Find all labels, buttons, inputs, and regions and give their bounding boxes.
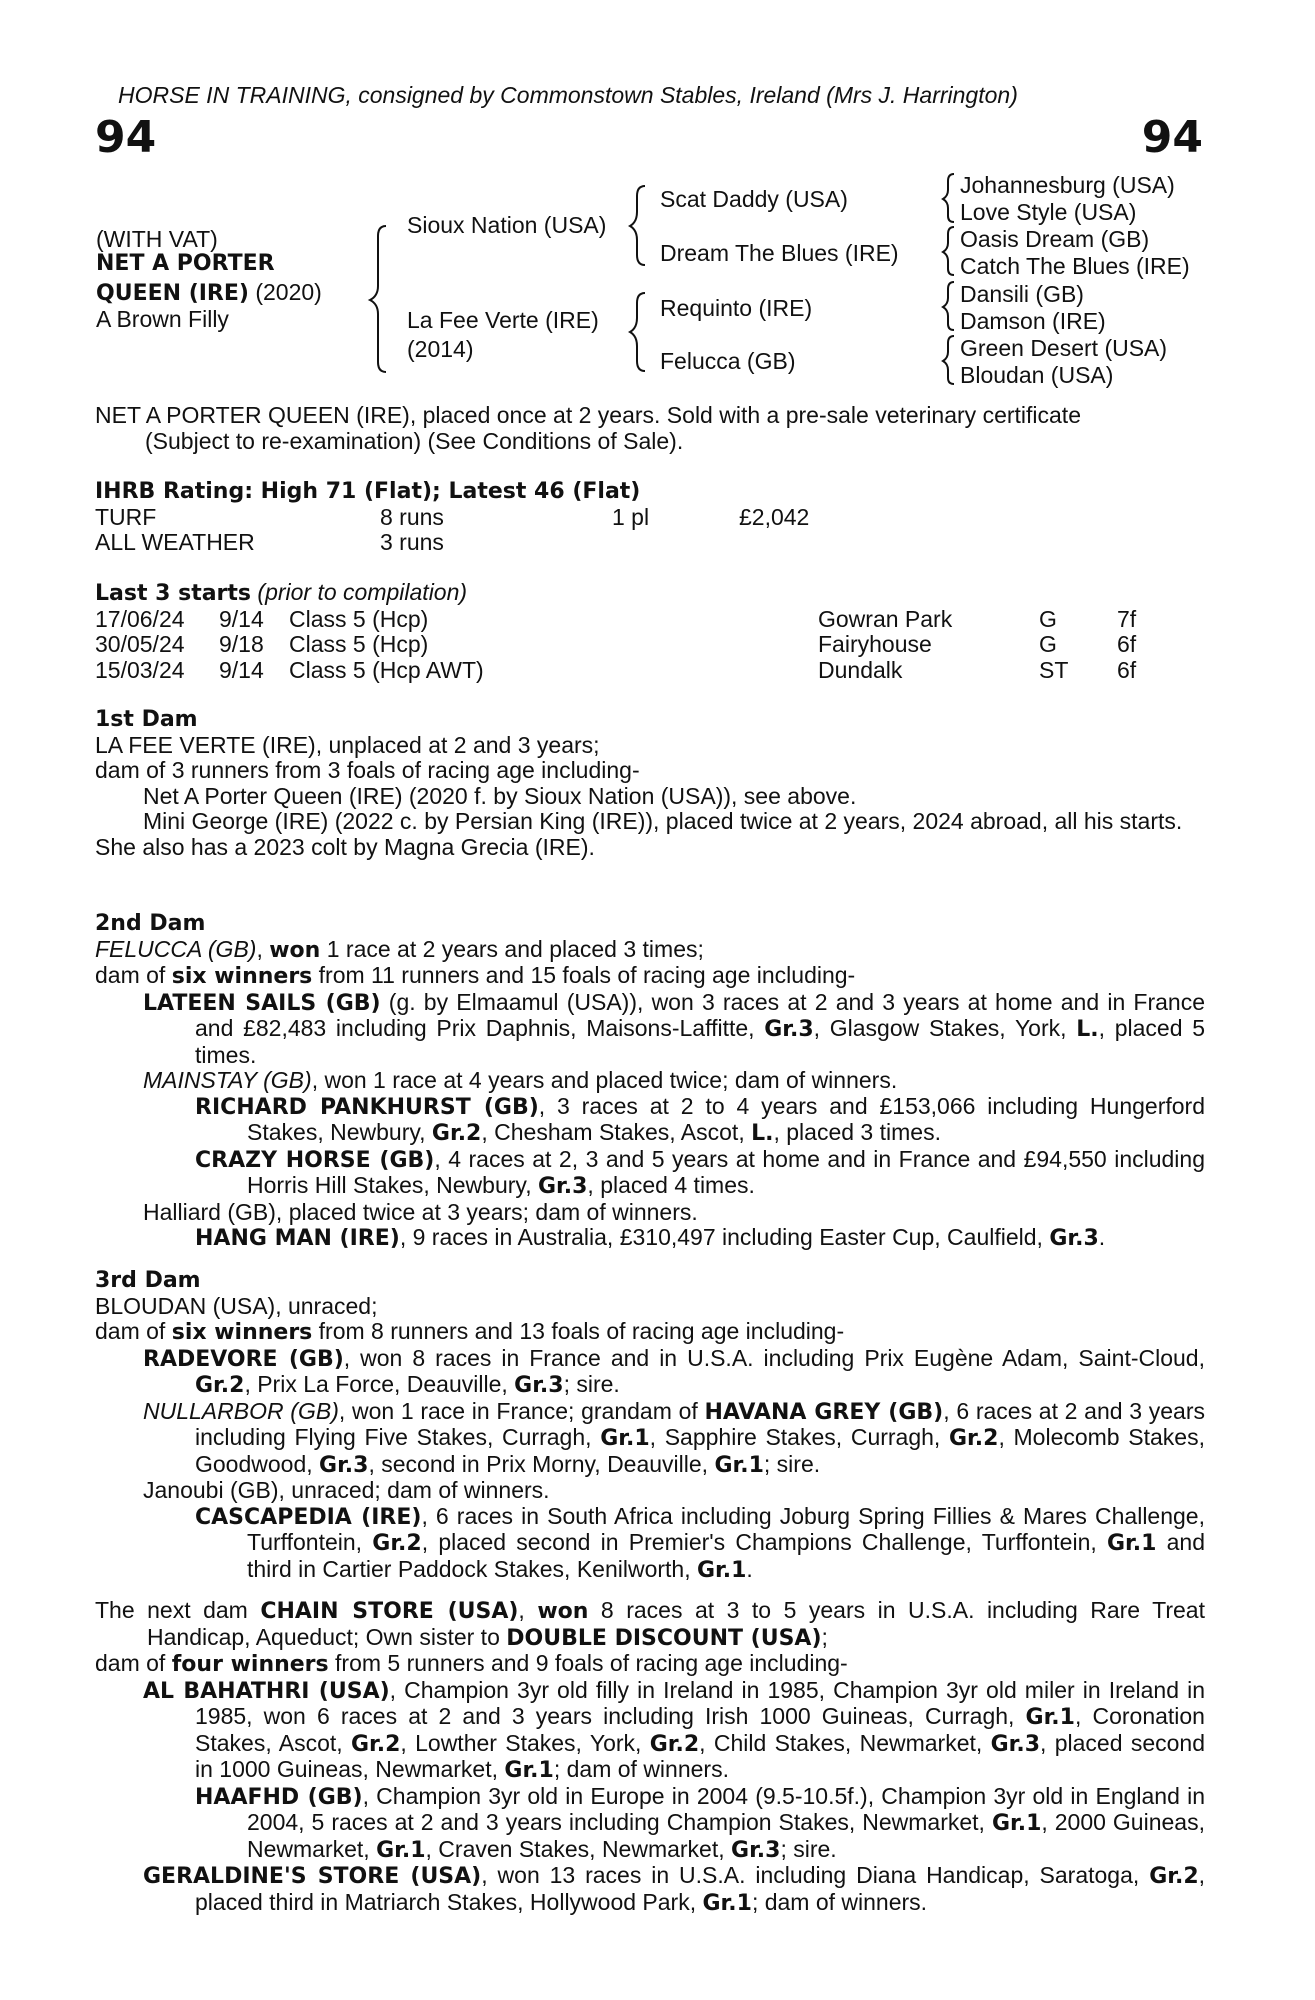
third-dam-produce bbox=[95, 1319, 1205, 1346]
ggp-2: Love Style (USA) bbox=[960, 199, 1137, 225]
haafhd-record-2: , 2000 Guineas, Newmarket, bbox=[247, 1809, 1205, 1862]
ratings-section bbox=[95, 479, 1205, 556]
grade-label: Gr.1 bbox=[702, 1890, 752, 1916]
brace-ggp4 bbox=[943, 336, 954, 384]
third-dam-heading: 3rd Dam bbox=[95, 1268, 201, 1293]
alb-record-4: , Child Stakes, Newmarket, bbox=[699, 1729, 991, 1756]
radevore-entry bbox=[95, 1346, 1205, 1399]
won-label: won bbox=[537, 1599, 589, 1624]
vat-label: (WITH VAT) bbox=[96, 226, 218, 252]
lot-number-right: 94 bbox=[1141, 112, 1203, 163]
comma: , bbox=[518, 1597, 538, 1623]
start-position: 9/14 bbox=[219, 605, 264, 632]
runs: 3 runs bbox=[380, 529, 444, 555]
first-dam-l4: Mini George (IRE) (2022 c. by Persian King (IRE)), placed twice at 2 years, 2024 abroad, all his starts. bbox=[143, 808, 1183, 834]
al-bahathri-entry bbox=[95, 1678, 1205, 1784]
cascapedia-entry bbox=[95, 1504, 1205, 1584]
alb-record-2: , Coronation Stakes, Ascot, bbox=[195, 1703, 1205, 1756]
first-dam-section bbox=[95, 707, 1205, 860]
ger-record: , won 13 races in U.S.A. including Diana Handicap, Saratoga, bbox=[481, 1862, 1150, 1888]
start-race: Class 5 (Hcp) bbox=[289, 605, 429, 632]
lateen-record-2: , Glasgow Stakes, York, bbox=[813, 1015, 1077, 1041]
ggp-1: Johannesburg (USA) bbox=[960, 172, 1175, 198]
summary-line2: (Subject to re-examination) (See Conditions of Sale). bbox=[145, 427, 684, 454]
grade-label: Gr.2 bbox=[1149, 1864, 1199, 1889]
alb-record-5: , placed second in 1000 Guineas, Newmarket, bbox=[195, 1729, 1205, 1782]
dam-of-label: dam of bbox=[95, 1650, 172, 1676]
richard-record-2: , Chesham Stakes, Ascot, bbox=[481, 1119, 752, 1145]
geraldines-store-entry bbox=[95, 1863, 1205, 1916]
won-label: won bbox=[269, 937, 321, 963]
grade-label: Gr.1 bbox=[1025, 1705, 1075, 1730]
horse-description: A Brown Filly bbox=[96, 306, 229, 332]
start-going: G bbox=[1039, 605, 1057, 632]
start-race: Class 5 (Hcp AWT) bbox=[289, 656, 484, 683]
ggp-3: Oasis Dream (GB) bbox=[960, 226, 1150, 252]
second-dam-section bbox=[95, 911, 1205, 1252]
cascapedia-name: CASCAPEDIA (IRE) bbox=[195, 1504, 422, 1530]
grade-label: Gr.2 bbox=[195, 1373, 245, 1398]
hang-name: HANG MAN (IRE) bbox=[195, 1226, 400, 1251]
four-winners: four winners bbox=[171, 1652, 329, 1677]
six-winners: six winners bbox=[171, 1320, 313, 1345]
dam-name: La Fee Verte (IRE) bbox=[407, 307, 599, 333]
ger-record-2: , placed third in Matriarch Stakes, Hollywood Park, bbox=[195, 1862, 1206, 1915]
pedigree-table bbox=[0, 0, 1315, 400]
next-dam-produce bbox=[95, 1651, 1205, 1678]
horse-name-line1: NET A PORTER bbox=[96, 251, 275, 276]
next-dam-intro: The next dam bbox=[95, 1597, 261, 1623]
lot-number-left: 94 bbox=[95, 112, 157, 163]
cascapedia-record-3: and third in Cartier Paddock Stakes, Kenilworth, bbox=[247, 1529, 1206, 1582]
next-dam-section bbox=[95, 1598, 1205, 1916]
ggp-5: Dansili (GB) bbox=[960, 281, 1084, 307]
start-distance: 6f bbox=[1117, 656, 1137, 683]
listed-label: L. bbox=[751, 1121, 774, 1146]
dam-year: (2014) bbox=[407, 336, 474, 362]
second-dam-produce bbox=[95, 963, 1205, 990]
crazy-horse-entry bbox=[95, 1147, 1205, 1200]
grade-label: Gr.1 bbox=[696, 1557, 747, 1583]
produce-record: from 8 runners and 13 foals of racing age including- bbox=[312, 1318, 845, 1344]
grade-label: Gr.2 bbox=[949, 1426, 999, 1451]
nullarbor-name: NULLARBOR (GB) bbox=[143, 1397, 339, 1424]
start-date: 17/06/24 bbox=[95, 605, 185, 632]
radevore-record-3: ; sire. bbox=[563, 1371, 620, 1397]
chain-store-name: CHAIN STORE (USA) bbox=[260, 1599, 519, 1624]
grade-label: Gr.2 bbox=[431, 1121, 482, 1146]
dam-of-label: dam of bbox=[95, 1318, 172, 1344]
grade-label: Gr.2 bbox=[350, 1731, 401, 1757]
felucca-name: FELUCCA (GB) bbox=[95, 935, 257, 962]
last-starts-note: (prior to compilation) bbox=[251, 579, 468, 605]
chain-store-line bbox=[95, 1598, 1205, 1651]
cascapedia-record: , 6 races in South Africa including Joburg Spring Fillies & Mares Challenge, Turffontein, bbox=[247, 1502, 1205, 1555]
haafhd-record-4: ; sire. bbox=[780, 1835, 837, 1862]
start-going: G bbox=[1039, 631, 1057, 657]
horse-year: (2020) bbox=[248, 279, 322, 305]
grade-label: Gr.2 bbox=[649, 1731, 700, 1757]
start-going: ST bbox=[1039, 656, 1069, 683]
felucca-line: FELUCCA (GB), won 1 race at 2 years and placed 3 times; bbox=[95, 935, 704, 963]
havana-name: HAVANA GREY (GB) bbox=[704, 1399, 944, 1425]
crazy-record: , 4 races at 2, 3 and 5 years at home and in France and £94,550 including Horris Hill Stakes, Newbury, bbox=[247, 1145, 1205, 1198]
start-date: 30/05/24 bbox=[95, 631, 185, 657]
last-starts-title: Last 3 starts bbox=[95, 581, 252, 606]
richard-name: RICHARD PANKHURST (GB) bbox=[195, 1094, 539, 1120]
bloudan-line: BLOUDAN (USA), unraced; bbox=[95, 1292, 378, 1319]
haafhd-name: HAAFHD (GB) bbox=[195, 1784, 363, 1810]
grade-label: Gr.1 bbox=[991, 1811, 1042, 1836]
chain-store-record: 8 races at 3 to 5 years in U.S.A. including Rare Treat Handicap, Aqueduct; Own sister to bbox=[147, 1597, 1205, 1650]
felucca-record: 1 race at 2 years and placed 3 times; bbox=[320, 935, 704, 962]
start-row bbox=[95, 658, 1205, 684]
start-race: Class 5 (Hcp) bbox=[289, 631, 429, 657]
runs: 8 runs bbox=[380, 503, 444, 530]
start-distance: 7f bbox=[1117, 605, 1137, 632]
brace-dam bbox=[630, 293, 645, 371]
lateen-record: (g. by Elmaamul (USA)), won 3 races at 2 and 3 years at home and in France and £82,483 including Prix Daphnis, Maisons-Laffitte, bbox=[195, 988, 1205, 1041]
placed: 1 pl bbox=[612, 503, 650, 530]
grade-label: Gr.1 bbox=[1106, 1531, 1157, 1556]
haafhd-entry bbox=[95, 1784, 1205, 1864]
ggp-4: Catch The Blues (IRE) bbox=[960, 253, 1190, 279]
hang-man-entry bbox=[95, 1225, 1205, 1252]
start-course: Gowran Park bbox=[818, 605, 953, 632]
geraldine-name: GERALDINE'S STORE (USA) bbox=[143, 1864, 482, 1889]
start-date: 15/03/24 bbox=[95, 656, 185, 683]
last-starts-section bbox=[95, 580, 1205, 683]
grade-label: Gr.3 bbox=[1049, 1226, 1099, 1251]
produce-record: from 11 runners and 15 foals of racing age including- bbox=[312, 962, 856, 988]
halliard-entry: Halliard (GB), placed twice at 3 years; dam of winners. bbox=[143, 1198, 698, 1225]
first-dam-l5: She also has a 2023 colt by Magna Grecia (IRE). bbox=[95, 833, 595, 860]
richard-record-3: , placed 3 times. bbox=[773, 1119, 941, 1145]
grade-label: Gr.1 bbox=[714, 1452, 764, 1478]
first-dam-l1: LA FEE VERTE (IRE), unplaced at 2 and 3 years; bbox=[95, 731, 600, 758]
ratings-row-aw bbox=[95, 530, 1205, 556]
haafhd-record-3: , Craven Stakes, Newmarket, bbox=[425, 1835, 732, 1862]
grade-label: Gr.3 bbox=[731, 1837, 781, 1863]
earnings: £2,042 bbox=[739, 503, 810, 530]
horse-name-line2-text: QUEEN (IRE) bbox=[96, 281, 249, 306]
richard-record: , 3 races at 2 to 4 years and £153,066 including Hungerford Stakes, Newbury, bbox=[247, 1092, 1205, 1145]
grade-label: Gr.1 bbox=[376, 1837, 426, 1863]
horse-summary bbox=[95, 403, 1205, 454]
second-dam-heading: 2nd Dam bbox=[95, 911, 206, 936]
hang-record: , 9 races in Australia, £310,497 including Easter Cup, Caulfield, bbox=[399, 1224, 1050, 1250]
period: . bbox=[1098, 1224, 1106, 1250]
dam-of-label: dam of bbox=[95, 962, 172, 988]
summary-line1: NET A PORTER QUEEN (IRE), placed once at 2 years. Sold with a pre-sale veterinary certificate bbox=[95, 402, 1081, 428]
first-dam-l2: dam of 3 runners from 3 foals of racing age including- bbox=[95, 757, 640, 783]
radevore-record: , won 8 races in France and in U.S.A. including Prix Eugène Adam, Saint-Cloud, bbox=[343, 1344, 1205, 1371]
mainstay-record: , won 1 race at 4 years and placed twice; dam of winners. bbox=[311, 1067, 898, 1093]
sire-sire: Scat Daddy (USA) bbox=[660, 186, 848, 212]
start-row bbox=[95, 607, 1205, 633]
surface: ALL WEATHER bbox=[95, 529, 255, 555]
last-starts-heading bbox=[95, 580, 1205, 607]
lateen-sails-entry bbox=[95, 990, 1205, 1069]
dam-sire: Requinto (IRE) bbox=[660, 295, 813, 321]
double-discount-name: DOUBLE DISCOUNT (USA) bbox=[506, 1625, 822, 1651]
brace-ggp3 bbox=[943, 282, 954, 330]
start-course: Fairyhouse bbox=[818, 631, 932, 657]
mainstay-name: MAINSTAY (GB) bbox=[143, 1067, 312, 1093]
ratings-row-turf bbox=[95, 505, 1205, 531]
start-distance: 6f bbox=[1117, 631, 1137, 657]
consignment-line: HORSE IN TRAINING, consigned by Commonstown Stables, Ireland (Mrs J. Harrington) bbox=[118, 82, 1018, 108]
period: . bbox=[746, 1555, 753, 1582]
first-dam-heading: 1st Dam bbox=[95, 707, 198, 732]
grade-label: Gr.1 bbox=[504, 1758, 554, 1783]
brace-ggp2 bbox=[943, 227, 954, 275]
havana-record-3: , Molecomb Stakes, Goodwood, bbox=[195, 1424, 1205, 1477]
radevore-record-2: , Prix La Force, Deauville, bbox=[244, 1371, 515, 1397]
ggp-7: Green Desert (USA) bbox=[960, 335, 1168, 361]
havana-record-4: , second in Prix Morny, Deauville, bbox=[368, 1450, 715, 1477]
listed-label: L. bbox=[1076, 1017, 1099, 1042]
ggp-8: Bloudan (USA) bbox=[960, 362, 1114, 388]
alb-record-6: ; dam of winners. bbox=[553, 1756, 729, 1782]
grade-label: Gr.2 bbox=[372, 1531, 422, 1556]
grade-label: Gr.1 bbox=[600, 1426, 650, 1451]
first-dam-l3: Net A Porter Queen (IRE) (2020 f. by Sioux Nation (USA)), see above. bbox=[143, 782, 857, 809]
grade-label: Gr.3 bbox=[537, 1174, 588, 1199]
haafhd-record: , Champion 3yr old in Europe in 2004 (9.5-10.5f.), Champion 3yr old in England in 2004, 5 races at 2 and 3 years including Champion Stakes, Newmarket, bbox=[247, 1782, 1205, 1835]
sire-dam: Dream The Blues (IRE) bbox=[660, 240, 899, 266]
havana-record-5: ; sire. bbox=[763, 1450, 821, 1477]
crazy-record-2: , placed 4 times. bbox=[587, 1172, 755, 1198]
mainstay-entry bbox=[95, 1068, 1205, 1094]
grade-label: Gr.3 bbox=[764, 1017, 814, 1042]
start-position: 9/18 bbox=[219, 631, 264, 657]
ger-record-3: ; dam of winners. bbox=[751, 1888, 928, 1915]
alb-record: , Champion 3yr old filly in Ireland in 1985, Champion 3yr old miler in Ireland in 1985, won 6 races at 2 and 3 years including Irish 1000 Guineas, Curragh, bbox=[195, 1676, 1205, 1729]
nullarbor-entry bbox=[95, 1399, 1205, 1479]
six-winners: six winners bbox=[171, 964, 313, 989]
brace-horse bbox=[370, 226, 386, 372]
janoubi-entry: Janoubi (GB), unraced; dam of winners. bbox=[143, 1477, 550, 1503]
grade-label: Gr.3 bbox=[990, 1731, 1041, 1757]
havana-record: , 6 races at 2 and 3 years including Flying Five Stakes, Curragh, bbox=[195, 1397, 1205, 1450]
semicolon: ; bbox=[821, 1623, 828, 1650]
surface: TURF bbox=[95, 503, 157, 530]
produce-record: from 5 runners and 9 foals of racing age including- bbox=[328, 1650, 848, 1676]
dam-dam: Felucca (GB) bbox=[660, 348, 796, 374]
start-row bbox=[95, 632, 1205, 658]
cascapedia-record-2: , placed second in Premier's Champions Challenge, Turffontein, bbox=[421, 1529, 1107, 1555]
radevore-name: RADEVORE (GB) bbox=[143, 1346, 344, 1372]
al-bahathri-name: AL BAHATHRI (USA) bbox=[143, 1678, 390, 1704]
nullarbor-record: , won 1 race in France; grandam of bbox=[338, 1397, 705, 1424]
grade-label: Gr.3 bbox=[319, 1452, 369, 1478]
lateen-record-3: , placed 5 times. bbox=[195, 1015, 1205, 1068]
start-course: Dundalk bbox=[818, 656, 903, 683]
richard-pankhurst-entry bbox=[95, 1094, 1205, 1147]
start-position: 9/14 bbox=[219, 656, 264, 683]
third-dam-section bbox=[95, 1268, 1205, 1583]
alb-record-3: , Lowther Stakes, York, bbox=[400, 1729, 650, 1756]
lateen-name: LATEEN SAILS (GB) bbox=[143, 990, 381, 1016]
sire-name: Sioux Nation (USA) bbox=[407, 212, 607, 238]
ggp-6: Damson (IRE) bbox=[960, 308, 1106, 334]
crazy-name: CRAZY HORSE (GB) bbox=[195, 1147, 435, 1173]
ratings-heading: IHRB Rating: High 71 (Flat); Latest 46 (Flat) bbox=[95, 479, 641, 504]
brace-sire bbox=[630, 186, 645, 265]
grade-label: Gr.3 bbox=[514, 1373, 564, 1398]
brace-ggp1 bbox=[943, 174, 954, 222]
havana-record-2: , Sapphire Stakes, Curragh, bbox=[649, 1424, 949, 1450]
